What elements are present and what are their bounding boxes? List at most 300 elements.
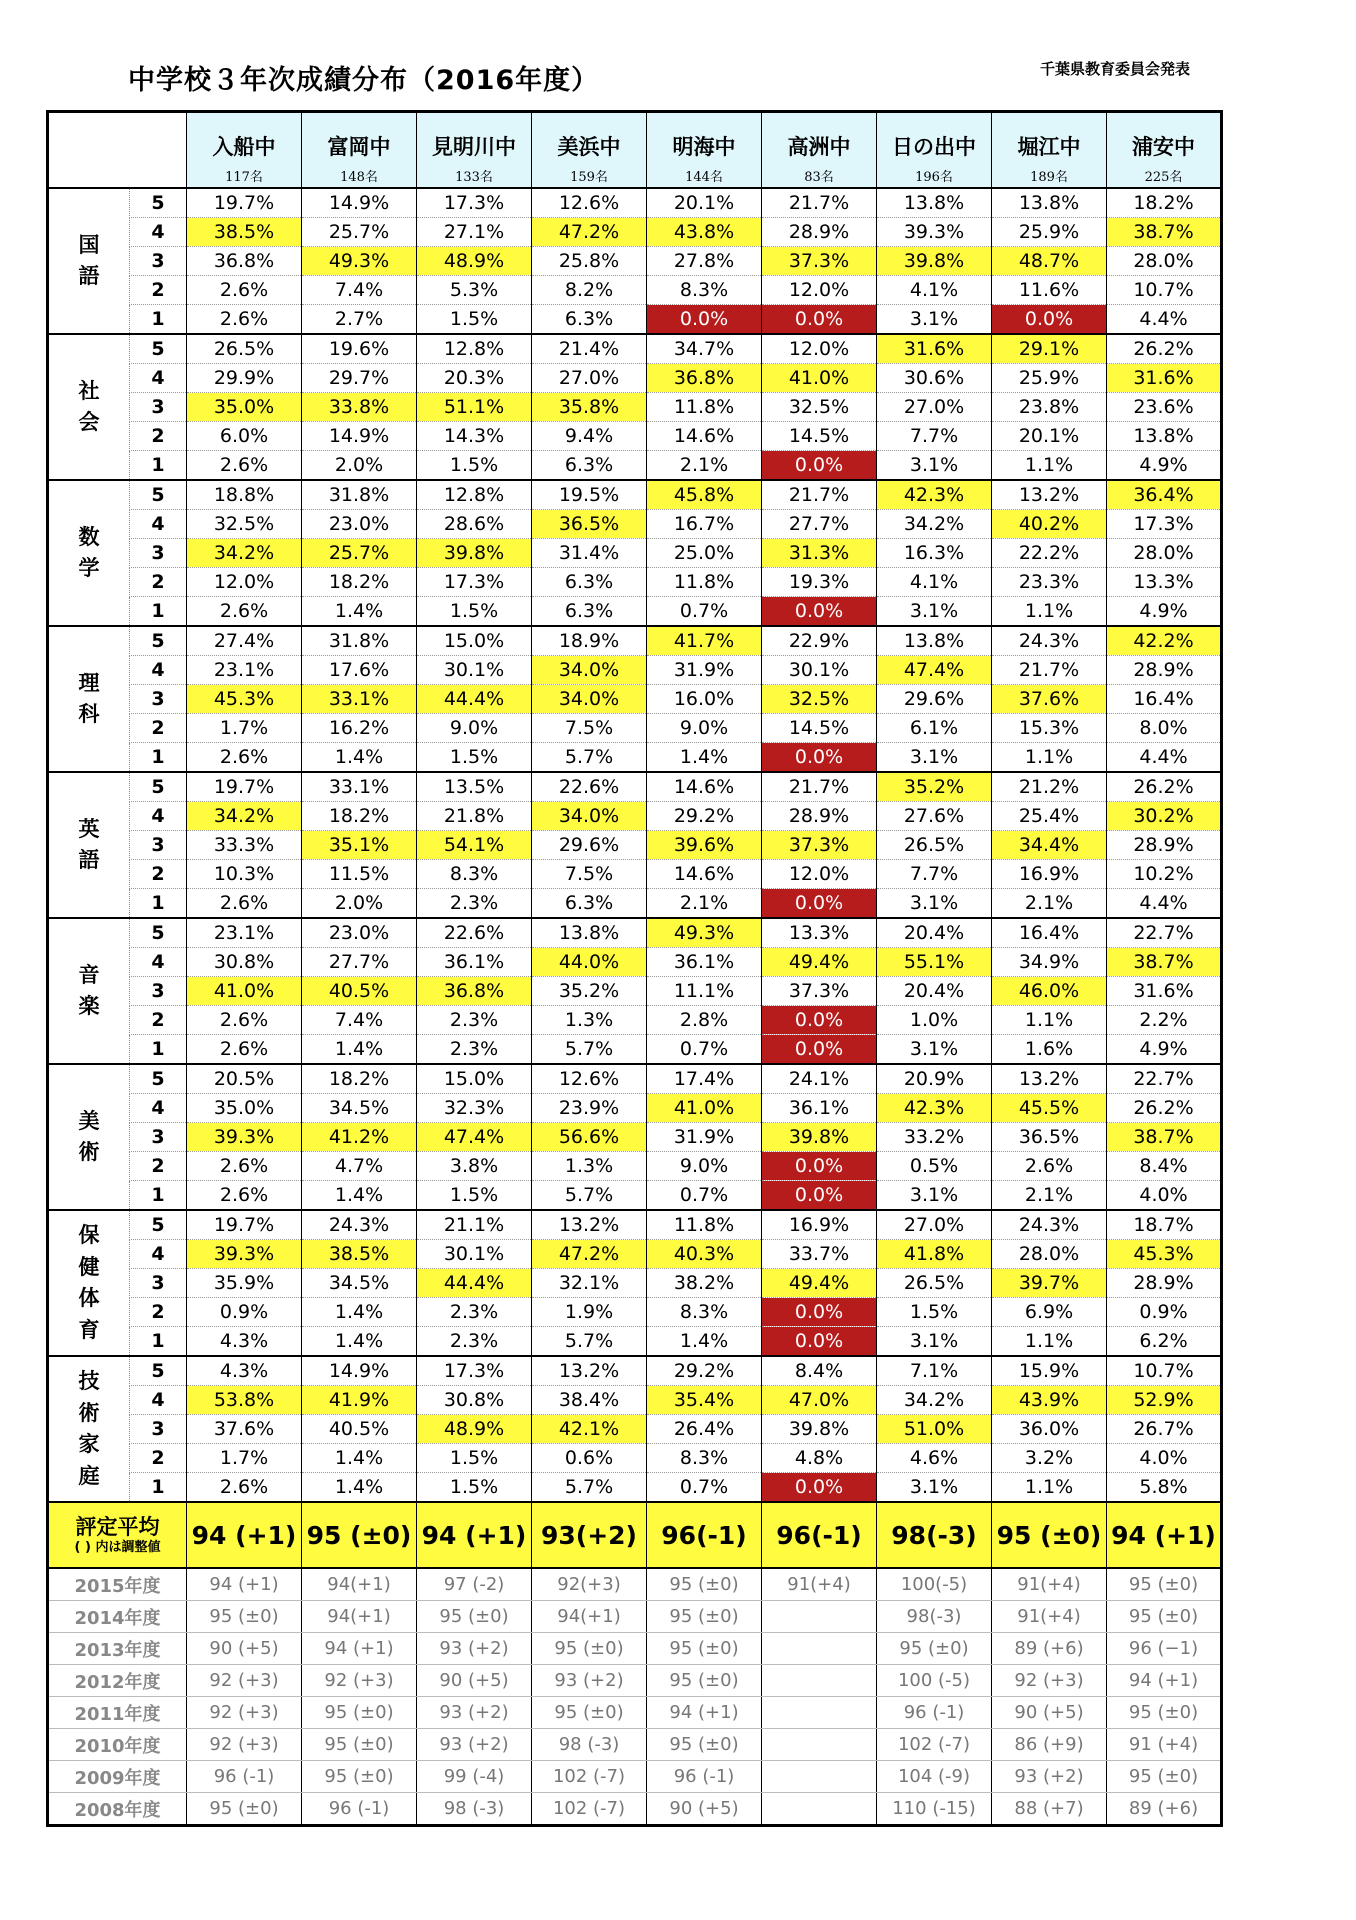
percent-cell: 0.0% xyxy=(647,305,762,335)
percent-cell: 29.2% xyxy=(647,802,762,831)
average-label-cell xyxy=(48,1502,187,1568)
percent-cell: 18.8% xyxy=(187,480,302,510)
percent-cell: 2.3% xyxy=(417,1298,532,1327)
history-value xyxy=(762,1665,877,1697)
history-value: 93 (+2) xyxy=(417,1697,532,1729)
percent-cell: 40.5% xyxy=(302,1415,417,1444)
percent-cell: 32.5% xyxy=(762,393,877,422)
grade-row xyxy=(48,1240,1222,1269)
percent-cell: 1.5% xyxy=(417,1473,532,1503)
grade-label: 1 xyxy=(130,1035,187,1065)
percent-cell: 1.7% xyxy=(187,1444,302,1473)
average-value: 94 (+1) xyxy=(1107,1502,1222,1568)
history-row xyxy=(48,1633,1222,1665)
percent-cell: 26.2% xyxy=(1107,772,1222,802)
grade-row xyxy=(48,539,1222,568)
percent-cell: 9.0% xyxy=(647,1152,762,1181)
percent-cell: 14.9% xyxy=(302,422,417,451)
percent-cell: 1.4% xyxy=(302,597,417,627)
percent-cell: 1.1% xyxy=(992,597,1107,627)
grade-row xyxy=(48,626,1222,656)
percent-cell: 47.4% xyxy=(877,656,992,685)
percent-cell: 12.8% xyxy=(417,334,532,364)
school-student-count: 159名 xyxy=(532,163,647,188)
percent-cell: 5.7% xyxy=(532,1181,647,1211)
percent-cell: 21.7% xyxy=(762,188,877,218)
history-year: 2014年度 xyxy=(48,1601,187,1633)
history-value: 96 (-1) xyxy=(302,1793,417,1826)
history-value: 99 (-4) xyxy=(417,1761,532,1793)
grade-label: 2 xyxy=(130,568,187,597)
percent-cell: 15.0% xyxy=(417,626,532,656)
percent-cell: 36.1% xyxy=(762,1094,877,1123)
grade-row xyxy=(48,1181,1222,1211)
percent-cell: 2.6% xyxy=(187,1152,302,1181)
percent-cell: 16.3% xyxy=(877,539,992,568)
percent-cell: 3.1% xyxy=(877,889,992,919)
percent-cell: 25.0% xyxy=(647,539,762,568)
percent-cell: 31.8% xyxy=(302,480,417,510)
percent-cell: 0.0% xyxy=(992,305,1107,335)
percent-cell: 2.2% xyxy=(1107,1006,1222,1035)
percent-cell: 38.5% xyxy=(302,1240,417,1269)
percent-cell: 34.2% xyxy=(877,510,992,539)
percent-cell: 18.2% xyxy=(302,1064,417,1094)
percent-cell: 39.3% xyxy=(187,1123,302,1152)
percent-cell: 39.8% xyxy=(762,1123,877,1152)
percent-cell: 10.7% xyxy=(1107,276,1222,305)
percent-cell: 22.9% xyxy=(762,626,877,656)
school-name: 美浜中 xyxy=(532,112,647,164)
grade-row xyxy=(48,568,1222,597)
percent-cell: 37.3% xyxy=(762,977,877,1006)
grade-row xyxy=(48,1386,1222,1415)
grade-label: 4 xyxy=(130,656,187,685)
percent-cell: 38.4% xyxy=(532,1386,647,1415)
percent-cell: 1.5% xyxy=(417,1444,532,1473)
percent-cell: 26.5% xyxy=(877,831,992,860)
percent-cell: 36.1% xyxy=(417,948,532,977)
percent-cell: 1.1% xyxy=(992,743,1107,773)
percent-cell: 38.5% xyxy=(187,218,302,247)
percent-cell: 6.3% xyxy=(532,305,647,335)
percent-cell: 3.1% xyxy=(877,1327,992,1357)
percent-cell: 28.9% xyxy=(1107,831,1222,860)
percent-cell: 25.8% xyxy=(532,247,647,276)
percent-cell: 4.7% xyxy=(302,1152,417,1181)
percent-cell: 2.6% xyxy=(187,1181,302,1211)
grade-row xyxy=(48,305,1222,335)
percent-cell: 27.1% xyxy=(417,218,532,247)
percent-cell: 40.2% xyxy=(992,510,1107,539)
average-value: 94 (+1) xyxy=(417,1502,532,1568)
percent-cell: 26.4% xyxy=(647,1415,762,1444)
history-value: 91(+4) xyxy=(992,1568,1107,1601)
percent-cell: 39.3% xyxy=(877,218,992,247)
percent-cell: 0.7% xyxy=(647,1181,762,1211)
percent-cell: 2.7% xyxy=(302,305,417,335)
percent-cell: 1.0% xyxy=(877,1006,992,1035)
school-name: 明海中 xyxy=(647,112,762,164)
percent-cell: 4.1% xyxy=(877,568,992,597)
percent-cell: 5.7% xyxy=(532,1327,647,1357)
percent-cell: 2.6% xyxy=(187,889,302,919)
percent-cell: 1.4% xyxy=(302,1444,417,1473)
percent-cell: 39.8% xyxy=(877,247,992,276)
percent-cell: 33.7% xyxy=(762,1240,877,1269)
grade-row xyxy=(48,889,1222,919)
percent-cell: 7.4% xyxy=(302,1006,417,1035)
history-year: 2010年度 xyxy=(48,1729,187,1761)
subject-label xyxy=(48,772,130,918)
percent-cell: 29.2% xyxy=(647,1356,762,1386)
percent-cell: 23.8% xyxy=(992,393,1107,422)
percent-cell: 7.4% xyxy=(302,276,417,305)
percent-cell: 0.7% xyxy=(647,1035,762,1065)
history-value: 96 (-1) xyxy=(647,1761,762,1793)
percent-cell: 33.3% xyxy=(187,831,302,860)
grade-row xyxy=(48,276,1222,305)
history-value: 95 (±0) xyxy=(647,1729,762,1761)
percent-cell: 22.7% xyxy=(1107,918,1222,948)
percent-cell: 41.0% xyxy=(647,1094,762,1123)
percent-cell: 14.6% xyxy=(647,772,762,802)
percent-cell: 30.1% xyxy=(762,656,877,685)
percent-cell: 27.7% xyxy=(302,948,417,977)
percent-cell: 34.0% xyxy=(532,802,647,831)
percent-cell: 17.3% xyxy=(1107,510,1222,539)
percent-cell: 28.6% xyxy=(417,510,532,539)
grade-label: 1 xyxy=(130,1327,187,1357)
percent-cell: 0.7% xyxy=(647,597,762,627)
percent-cell: 5.7% xyxy=(532,743,647,773)
percent-cell: 25.9% xyxy=(992,364,1107,393)
percent-cell: 56.6% xyxy=(532,1123,647,1152)
percent-cell: 34.4% xyxy=(992,831,1107,860)
grade-label: 2 xyxy=(130,860,187,889)
percent-cell: 0.0% xyxy=(762,1006,877,1035)
grade-row xyxy=(48,918,1222,948)
history-value: 95 (±0) xyxy=(647,1665,762,1697)
percent-cell: 36.5% xyxy=(532,510,647,539)
percent-cell: 14.3% xyxy=(417,422,532,451)
history-row xyxy=(48,1665,1222,1697)
percent-cell: 2.1% xyxy=(992,1181,1107,1211)
percent-cell: 35.9% xyxy=(187,1269,302,1298)
percent-cell: 26.2% xyxy=(1107,1094,1222,1123)
percent-cell: 15.3% xyxy=(992,714,1107,743)
percent-cell: 20.9% xyxy=(877,1064,992,1094)
history-year: 2011年度 xyxy=(48,1697,187,1729)
percent-cell: 18.9% xyxy=(532,626,647,656)
percent-cell: 4.8% xyxy=(762,1444,877,1473)
percent-cell: 34.2% xyxy=(877,1386,992,1415)
history-value xyxy=(762,1729,877,1761)
percent-cell: 2.6% xyxy=(187,1006,302,1035)
percent-cell: 12.6% xyxy=(532,188,647,218)
percent-cell: 41.0% xyxy=(187,977,302,1006)
percent-cell: 1.4% xyxy=(647,743,762,773)
percent-cell: 48.9% xyxy=(417,247,532,276)
percent-cell: 36.0% xyxy=(992,1415,1107,1444)
percent-cell: 13.2% xyxy=(532,1210,647,1240)
school-name: 入船中 xyxy=(187,112,302,164)
percent-cell: 30.8% xyxy=(187,948,302,977)
grade-label: 5 xyxy=(130,480,187,510)
percent-cell: 21.1% xyxy=(417,1210,532,1240)
percent-cell: 2.6% xyxy=(187,743,302,773)
percent-cell: 6.0% xyxy=(187,422,302,451)
percent-cell: 38.7% xyxy=(1107,218,1222,247)
history-value: 95 (±0) xyxy=(187,1793,302,1826)
grade-label: 2 xyxy=(130,422,187,451)
percent-cell: 30.6% xyxy=(877,364,992,393)
history-value: 89 (+6) xyxy=(992,1633,1107,1665)
percent-cell: 41.7% xyxy=(647,626,762,656)
percent-cell: 4.6% xyxy=(877,1444,992,1473)
publisher-note: 千葉県教育委員会発表 xyxy=(1040,60,1191,78)
history-row xyxy=(48,1793,1222,1826)
percent-cell: 18.2% xyxy=(302,568,417,597)
average-value: 93(+2) xyxy=(532,1502,647,1568)
history-value: 94 (+1) xyxy=(187,1568,302,1601)
percent-cell: 31.6% xyxy=(877,334,992,364)
percent-cell: 16.2% xyxy=(302,714,417,743)
percent-cell: 47.2% xyxy=(532,218,647,247)
percent-cell: 35.8% xyxy=(532,393,647,422)
percent-cell: 20.1% xyxy=(647,188,762,218)
percent-cell: 5.8% xyxy=(1107,1473,1222,1503)
percent-cell: 2.1% xyxy=(992,889,1107,919)
percent-cell: 1.4% xyxy=(302,1298,417,1327)
percent-cell: 37.3% xyxy=(762,247,877,276)
percent-cell: 9.0% xyxy=(417,714,532,743)
history-value: 95 (±0) xyxy=(417,1601,532,1633)
percent-cell: 41.9% xyxy=(302,1386,417,1415)
grade-row xyxy=(48,188,1222,218)
percent-cell: 11.8% xyxy=(647,568,762,597)
percent-cell: 1.1% xyxy=(992,1006,1107,1035)
grade-row xyxy=(48,802,1222,831)
percent-cell: 21.7% xyxy=(992,656,1107,685)
grade-row xyxy=(48,743,1222,773)
percent-cell: 18.2% xyxy=(1107,188,1222,218)
history-value xyxy=(762,1761,877,1793)
percent-cell: 41.2% xyxy=(302,1123,417,1152)
percent-cell: 12.0% xyxy=(762,860,877,889)
grade-row xyxy=(48,1415,1222,1444)
percent-cell: 11.8% xyxy=(647,393,762,422)
history-value: 102 (-7) xyxy=(877,1729,992,1761)
history-value: 95 (±0) xyxy=(302,1697,417,1729)
grade-row xyxy=(48,1152,1222,1181)
percent-cell: 7.7% xyxy=(877,422,992,451)
percent-cell: 36.8% xyxy=(647,364,762,393)
percent-cell: 35.4% xyxy=(647,1386,762,1415)
grade-label: 5 xyxy=(130,1356,187,1386)
percent-cell: 1.1% xyxy=(992,451,1107,481)
percent-cell: 21.4% xyxy=(532,334,647,364)
grade-row xyxy=(48,656,1222,685)
percent-cell: 34.0% xyxy=(532,656,647,685)
percent-cell: 2.6% xyxy=(187,305,302,335)
grade-row xyxy=(48,480,1222,510)
average-value: 98(-3) xyxy=(877,1502,992,1568)
school-name: 日の出中 xyxy=(877,112,992,164)
percent-cell: 28.0% xyxy=(992,1240,1107,1269)
history-value xyxy=(762,1697,877,1729)
percent-cell: 13.8% xyxy=(877,626,992,656)
grade-label: 4 xyxy=(130,510,187,539)
percent-cell: 12.6% xyxy=(532,1064,647,1094)
history-value: 93 (+2) xyxy=(417,1729,532,1761)
history-value: 100 (-5) xyxy=(877,1665,992,1697)
percent-cell: 26.5% xyxy=(877,1269,992,1298)
percent-cell: 0.0% xyxy=(762,1035,877,1065)
history-value: 102 (-7) xyxy=(532,1761,647,1793)
percent-cell: 10.7% xyxy=(1107,1356,1222,1386)
percent-cell: 32.5% xyxy=(762,685,877,714)
percent-cell: 31.3% xyxy=(762,539,877,568)
percent-cell: 42.1% xyxy=(532,1415,647,1444)
percent-cell: 23.6% xyxy=(1107,393,1222,422)
percent-cell: 24.3% xyxy=(302,1210,417,1240)
percent-cell: 18.7% xyxy=(1107,1210,1222,1240)
history-value xyxy=(762,1601,877,1633)
percent-cell: 19.5% xyxy=(532,480,647,510)
subject-label xyxy=(48,1210,130,1356)
grade-row xyxy=(48,510,1222,539)
percent-cell: 1.3% xyxy=(532,1006,647,1035)
percent-cell: 0.7% xyxy=(647,1473,762,1503)
grade-row xyxy=(48,685,1222,714)
percent-cell: 0.0% xyxy=(762,1181,877,1211)
percent-cell: 6.3% xyxy=(532,451,647,481)
history-value: 91(+4) xyxy=(992,1601,1107,1633)
percent-cell: 45.3% xyxy=(187,685,302,714)
grade-label: 1 xyxy=(130,889,187,919)
percent-cell: 30.8% xyxy=(417,1386,532,1415)
percent-cell: 29.7% xyxy=(302,364,417,393)
history-value: 98 (-3) xyxy=(532,1729,647,1761)
subject-name: 国語 xyxy=(78,232,100,288)
percent-cell: 3.1% xyxy=(877,1181,992,1211)
percent-cell: 0.6% xyxy=(532,1444,647,1473)
percent-cell: 28.9% xyxy=(1107,656,1222,685)
grade-row xyxy=(48,1094,1222,1123)
percent-cell: 1.4% xyxy=(302,1473,417,1503)
percent-cell: 0.0% xyxy=(762,305,877,335)
percent-cell: 0.9% xyxy=(1107,1298,1222,1327)
history-value: 95 (±0) xyxy=(302,1729,417,1761)
percent-cell: 28.9% xyxy=(762,218,877,247)
school-name: 浦安中 xyxy=(1107,112,1222,164)
percent-cell: 24.3% xyxy=(992,626,1107,656)
history-value: 93 (+2) xyxy=(532,1665,647,1697)
history-value: 95 (±0) xyxy=(532,1697,647,1729)
percent-cell: 4.9% xyxy=(1107,597,1222,627)
percent-cell: 36.1% xyxy=(647,948,762,977)
history-value: 95 (±0) xyxy=(187,1601,302,1633)
percent-cell: 2.0% xyxy=(302,451,417,481)
grade-label: 5 xyxy=(130,188,187,218)
history-value: 90 (+5) xyxy=(417,1665,532,1697)
grade-label: 3 xyxy=(130,1415,187,1444)
percent-cell: 15.0% xyxy=(417,1064,532,1094)
percent-cell: 34.0% xyxy=(532,685,647,714)
percent-cell: 14.6% xyxy=(647,860,762,889)
percent-cell: 35.2% xyxy=(532,977,647,1006)
percent-cell: 14.5% xyxy=(762,422,877,451)
percent-cell: 1.4% xyxy=(302,1035,417,1065)
history-row xyxy=(48,1761,1222,1793)
grade-label: 3 xyxy=(130,977,187,1006)
grade-label: 1 xyxy=(130,1181,187,1211)
history-value: 94(+1) xyxy=(302,1568,417,1601)
header-row-counts xyxy=(48,163,1222,188)
percent-cell: 0.0% xyxy=(762,1152,877,1181)
percent-cell: 30.1% xyxy=(417,1240,532,1269)
history-value: 92 (+3) xyxy=(302,1665,417,1697)
percent-cell: 27.8% xyxy=(647,247,762,276)
percent-cell: 19.7% xyxy=(187,1210,302,1240)
percent-cell: 45.3% xyxy=(1107,1240,1222,1269)
history-value: 95 (±0) xyxy=(647,1568,762,1601)
average-value: 95 (±0) xyxy=(302,1502,417,1568)
percent-cell: 13.8% xyxy=(992,188,1107,218)
school-name: 富岡中 xyxy=(302,112,417,164)
history-value: 96 (−1) xyxy=(1107,1633,1222,1665)
history-value: 86 (+9) xyxy=(992,1729,1107,1761)
percent-cell: 24.3% xyxy=(992,1210,1107,1240)
history-year: 2013年度 xyxy=(48,1633,187,1665)
percent-cell: 7.5% xyxy=(532,714,647,743)
percent-cell: 1.4% xyxy=(647,1327,762,1357)
average-value: 95 (±0) xyxy=(992,1502,1107,1568)
percent-cell: 12.0% xyxy=(187,568,302,597)
history-value: 95 (±0) xyxy=(532,1633,647,1665)
percent-cell: 23.1% xyxy=(187,918,302,948)
grade-label: 1 xyxy=(130,451,187,481)
percent-cell: 28.9% xyxy=(762,802,877,831)
percent-cell: 1.4% xyxy=(302,1181,417,1211)
grade-label: 4 xyxy=(130,1240,187,1269)
grade-row xyxy=(48,1006,1222,1035)
percent-cell: 43.8% xyxy=(647,218,762,247)
percent-cell: 37.6% xyxy=(992,685,1107,714)
percent-cell: 0.0% xyxy=(762,743,877,773)
grade-label: 2 xyxy=(130,1444,187,1473)
grade-label: 4 xyxy=(130,948,187,977)
percent-cell: 8.3% xyxy=(647,1444,762,1473)
percent-cell: 36.8% xyxy=(187,247,302,276)
history-value: 96 (-1) xyxy=(187,1761,302,1793)
percent-cell: 2.3% xyxy=(417,1006,532,1035)
grade-row xyxy=(48,334,1222,364)
grade-row xyxy=(48,1210,1222,1240)
percent-cell: 2.6% xyxy=(187,451,302,481)
percent-cell: 0.0% xyxy=(762,451,877,481)
percent-cell: 44.4% xyxy=(417,1269,532,1298)
percent-cell: 8.4% xyxy=(762,1356,877,1386)
percent-cell: 25.9% xyxy=(992,218,1107,247)
percent-cell: 3.1% xyxy=(877,1035,992,1065)
history-value: 92 (+3) xyxy=(187,1665,302,1697)
percent-cell: 5.7% xyxy=(532,1473,647,1503)
percent-cell: 33.2% xyxy=(877,1123,992,1152)
percent-cell: 0.0% xyxy=(762,1327,877,1357)
grade-label: 5 xyxy=(130,626,187,656)
